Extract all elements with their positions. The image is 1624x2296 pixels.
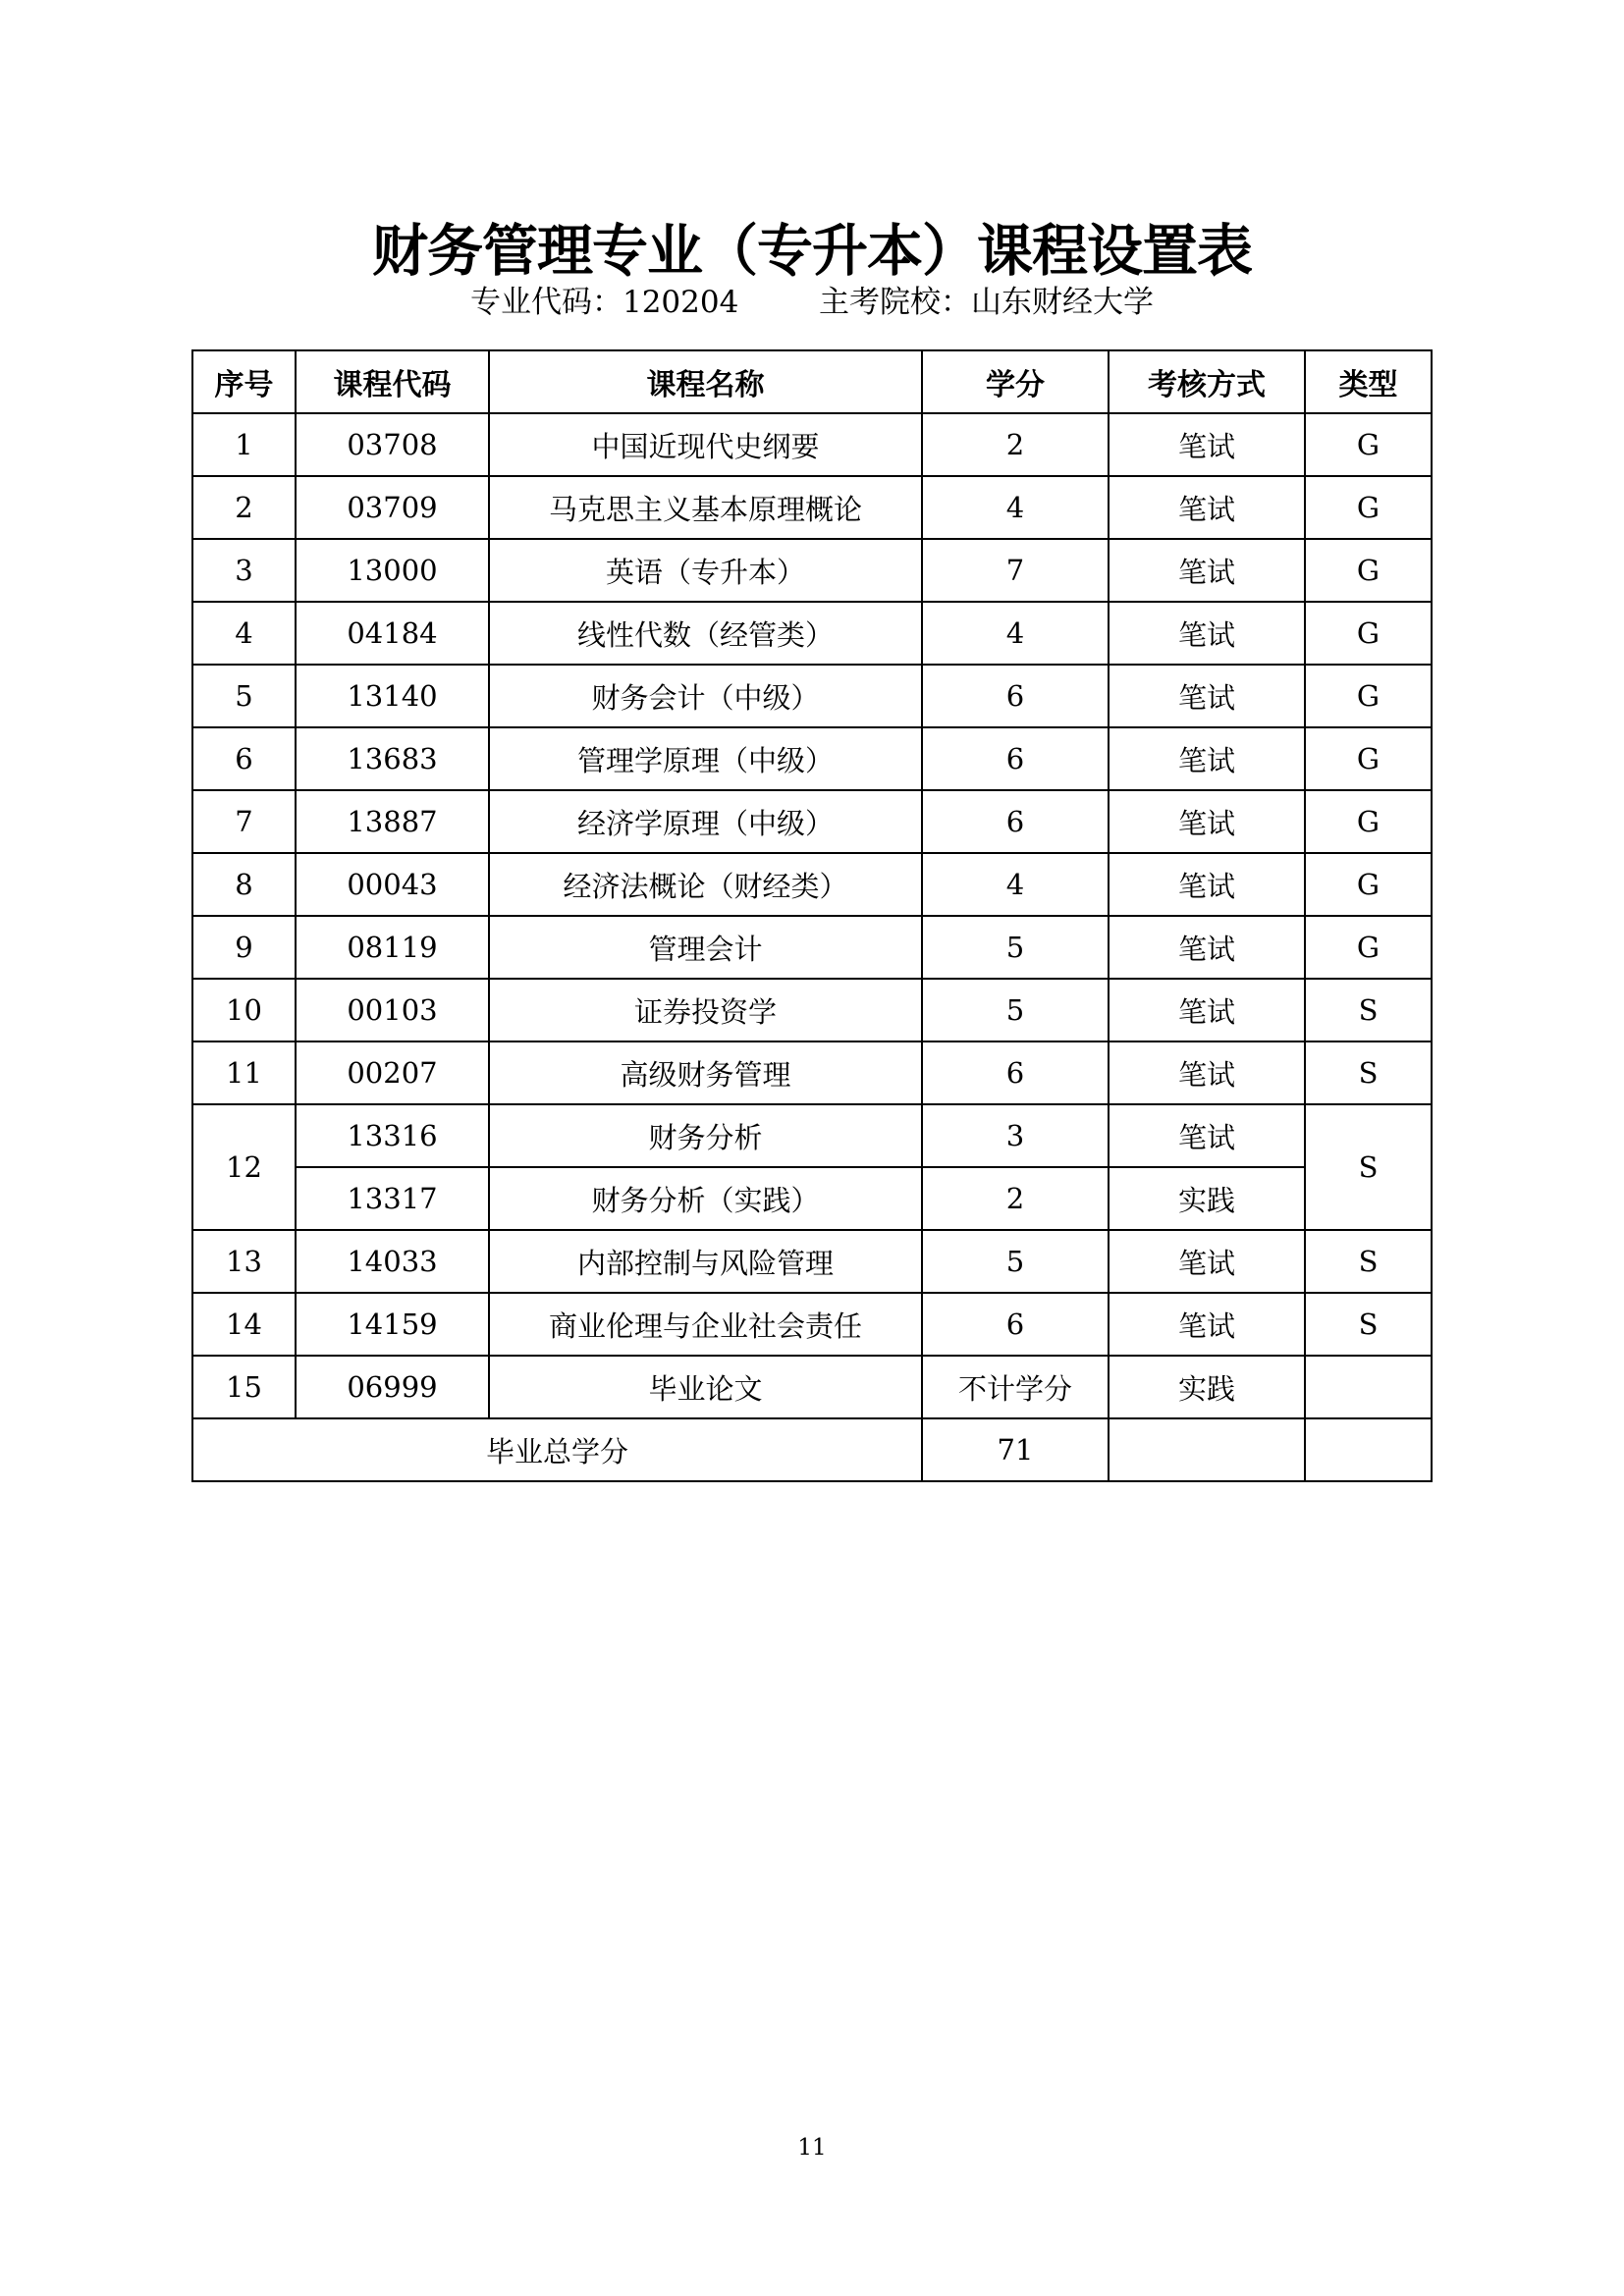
- cell-credits: 5: [922, 1230, 1109, 1293]
- cell-credits: 6: [922, 665, 1109, 727]
- table-row: [192, 979, 1432, 1041]
- cell-type: G: [1305, 727, 1432, 790]
- cell-index: 13: [192, 1230, 296, 1293]
- cell-name: 内部控制与风险管理: [489, 1230, 922, 1293]
- cell-type: G: [1305, 413, 1432, 476]
- table-row: [192, 916, 1432, 979]
- column-header-code: 课程代码: [296, 350, 489, 413]
- major-code-label: 专业代码：120204: [469, 285, 739, 320]
- table-row-merged-second: [192, 1167, 1432, 1230]
- cell-name: 高级财务管理: [489, 1041, 922, 1104]
- table-row: [192, 476, 1432, 539]
- cell-total-credits: 71: [922, 1418, 1109, 1481]
- cell-exam: 实践: [1109, 1167, 1305, 1230]
- cell-credits: 2: [922, 413, 1109, 476]
- cell-type: G: [1305, 916, 1432, 979]
- cell-type-merged: S: [1305, 1104, 1432, 1230]
- cell-code: 03708: [296, 413, 489, 476]
- cell-exam: 笔试: [1109, 665, 1305, 727]
- cell-code: 00103: [296, 979, 489, 1041]
- cell-credits: 6: [922, 790, 1109, 853]
- table-total-row: [192, 1418, 1432, 1481]
- cell-exam: 笔试: [1109, 413, 1305, 476]
- cell-credits: 6: [922, 1293, 1109, 1356]
- cell-type: G: [1305, 790, 1432, 853]
- table-header-row: [192, 350, 1432, 413]
- cell-code: 13683: [296, 727, 489, 790]
- cell-index: 4: [192, 602, 296, 665]
- cell-index: 5: [192, 665, 296, 727]
- cell-credits: 4: [922, 476, 1109, 539]
- cell-index: 14: [192, 1293, 296, 1356]
- cell-name: 经济学原理（中级）: [489, 790, 922, 853]
- host-school-label: 主考院校：山东财经大学: [819, 285, 1155, 320]
- table-row: [192, 413, 1432, 476]
- cell-type: [1305, 1356, 1432, 1418]
- table-row: [192, 1293, 1432, 1356]
- table-row: [192, 665, 1432, 727]
- cell-exam: 笔试: [1109, 539, 1305, 602]
- cell-code: 00207: [296, 1041, 489, 1104]
- cell-name: 英语（专升本）: [489, 539, 922, 602]
- cell-credits: 2: [922, 1167, 1109, 1230]
- table-row: [192, 1356, 1432, 1418]
- cell-total-type: [1305, 1418, 1432, 1481]
- table-row: [192, 602, 1432, 665]
- cell-index: 8: [192, 853, 296, 916]
- cell-name: 毕业论文: [489, 1356, 922, 1418]
- table-body: [192, 413, 1432, 1481]
- cell-code: 13140: [296, 665, 489, 727]
- table-row-merged-first: [192, 1104, 1432, 1167]
- cell-credits: 5: [922, 979, 1109, 1041]
- document-subtitle: [0, 285, 1624, 321]
- cell-name: 管理学原理（中级）: [489, 727, 922, 790]
- cell-code: 08119: [296, 916, 489, 979]
- cell-name: 证券投资学: [489, 979, 922, 1041]
- table-row: [192, 853, 1432, 916]
- cell-exam: 笔试: [1109, 1293, 1305, 1356]
- cell-credits: 4: [922, 853, 1109, 916]
- cell-index: 3: [192, 539, 296, 602]
- course-table-wrapper: [191, 349, 1431, 1482]
- column-header-exam: 考核方式: [1109, 350, 1305, 413]
- cell-code: 13317: [296, 1167, 489, 1230]
- cell-exam: 笔试: [1109, 476, 1305, 539]
- cell-exam: 笔试: [1109, 1104, 1305, 1167]
- cell-name: 财务会计（中级）: [489, 665, 922, 727]
- table-row: [192, 1041, 1432, 1104]
- table-row: [192, 1230, 1432, 1293]
- cell-exam: 笔试: [1109, 790, 1305, 853]
- cell-name: 中国近现代史纲要: [489, 413, 922, 476]
- cell-name: 财务分析（实践）: [489, 1167, 922, 1230]
- cell-credits: 7: [922, 539, 1109, 602]
- cell-type: G: [1305, 476, 1432, 539]
- cell-name: 管理会计: [489, 916, 922, 979]
- cell-index: 2: [192, 476, 296, 539]
- cell-index: 15: [192, 1356, 296, 1418]
- cell-code: 04184: [296, 602, 489, 665]
- cell-exam: 笔试: [1109, 1230, 1305, 1293]
- cell-type: S: [1305, 1041, 1432, 1104]
- cell-code: 14033: [296, 1230, 489, 1293]
- cell-code: 13316: [296, 1104, 489, 1167]
- cell-type: S: [1305, 1230, 1432, 1293]
- cell-credits: 不计学分: [922, 1356, 1109, 1418]
- page-number: 11: [797, 2135, 827, 2161]
- cell-name: 商业伦理与企业社会责任: [489, 1293, 922, 1356]
- cell-code: 13000: [296, 539, 489, 602]
- cell-total-exam: [1109, 1418, 1305, 1481]
- course-setup-table: [191, 349, 1433, 1482]
- cell-index-merged: 12: [192, 1104, 296, 1230]
- column-header-type: 类型: [1305, 350, 1432, 413]
- cell-code: 13887: [296, 790, 489, 853]
- cell-exam: 笔试: [1109, 602, 1305, 665]
- cell-type: G: [1305, 853, 1432, 916]
- cell-index: 1: [192, 413, 296, 476]
- cell-exam: 实践: [1109, 1356, 1305, 1418]
- cell-name: 马克思主义基本原理概论: [489, 476, 922, 539]
- cell-exam: 笔试: [1109, 1041, 1305, 1104]
- cell-credits: 6: [922, 727, 1109, 790]
- column-header-index: 序号: [192, 350, 296, 413]
- table-row: [192, 790, 1432, 853]
- cell-exam: 笔试: [1109, 916, 1305, 979]
- cell-credits: 4: [922, 602, 1109, 665]
- cell-credits: 5: [922, 916, 1109, 979]
- table-header: [192, 350, 1432, 413]
- cell-code: 00043: [296, 853, 489, 916]
- cell-code: 14159: [296, 1293, 489, 1356]
- table-row: [192, 539, 1432, 602]
- cell-type: S: [1305, 979, 1432, 1041]
- cell-total-label: 毕业总学分: [192, 1418, 922, 1481]
- cell-type: G: [1305, 539, 1432, 602]
- cell-exam: 笔试: [1109, 853, 1305, 916]
- cell-type: G: [1305, 602, 1432, 665]
- cell-credits: 6: [922, 1041, 1109, 1104]
- column-header-credits: 学分: [922, 350, 1109, 413]
- cell-code: 03709: [296, 476, 489, 539]
- cell-exam: 笔试: [1109, 727, 1305, 790]
- cell-index: 6: [192, 727, 296, 790]
- cell-exam: 笔试: [1109, 979, 1305, 1041]
- column-header-name: 课程名称: [489, 350, 922, 413]
- cell-index: 9: [192, 916, 296, 979]
- cell-index: 10: [192, 979, 296, 1041]
- page-title: 财务管理专业（专升本）课程设置表: [372, 219, 1252, 285]
- cell-type: S: [1305, 1293, 1432, 1356]
- cell-index: 11: [192, 1041, 296, 1104]
- cell-name: 财务分析: [489, 1104, 922, 1167]
- cell-name: 经济法概论（财经类）: [489, 853, 922, 916]
- cell-name: 线性代数（经管类）: [489, 602, 922, 665]
- cell-credits: 3: [922, 1104, 1109, 1167]
- cell-index: 7: [192, 790, 296, 853]
- table-row: [192, 727, 1432, 790]
- cell-type: G: [1305, 665, 1432, 727]
- cell-code: 06999: [296, 1356, 489, 1418]
